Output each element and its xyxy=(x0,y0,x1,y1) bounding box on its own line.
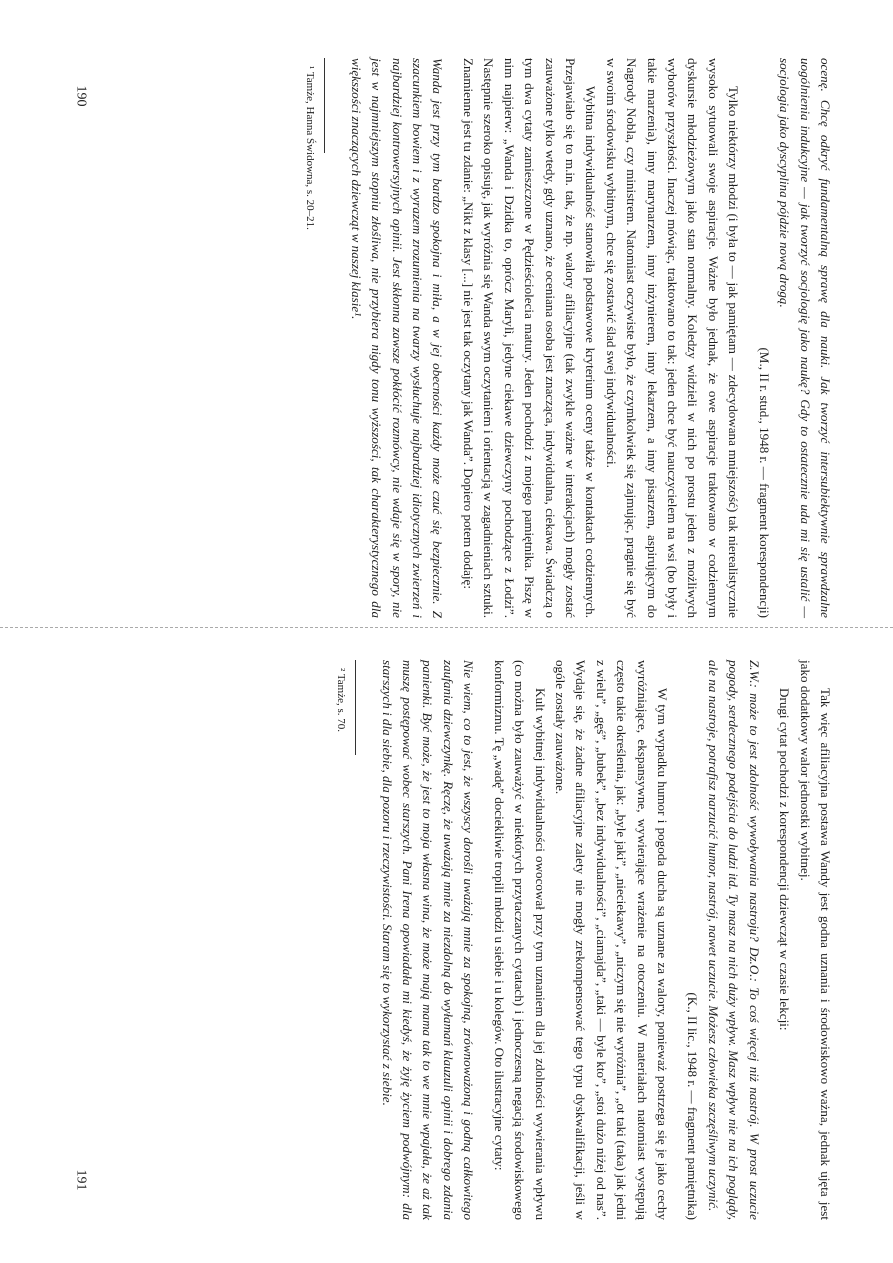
paragraph: Drugi cytat pochodzi z korespondencji dziewcząt w czasie lekcji: xyxy=(777,688,793,1031)
page-number-191: 191 xyxy=(73,1169,89,1191)
quote-block: Nie wiem, co to jest, że wszyscy dorośli uważają mnie za spokojną, zrównoważoną i godną całkowitego zaufania dziewczynkę. Ręczę, że uważają mnie za niezdolną do wyłamań klauzuli opinii i dobrego zdania panienki. Być może, że jest to moja własna wina, że może mają mama tak to we mnie wpajała, że aż tak muszę postępować wobec starszych. Pani Irena opowiadała mi kiedyś, że żyję życiem podwójnym: dla starszych i dla siebie, dla pozoru i rzeczywistości. Staram się to wykorzystać z siebie. xyxy=(379,660,477,1220)
quote-block: ocenę. Chcę odkryć fundamentalną sprawę dla nauki. Jak tworzyć intersubiektywnie sprawdzalne uogólnienia indukcyjne — jak tworzyć socjologię jako naukę? Gdy to ostatecznie uda mi się ustalić — socjologia jako dyscyplina pójdzie nową drogą. xyxy=(777,58,833,618)
page-fold-divider xyxy=(0,627,893,628)
footnote-rule xyxy=(324,58,325,153)
quote-block: Wanda jest przy tym bardzo spokojna i miła, a w jej obecności każdy może czuć się bezpiecznie. Z szacunkiem bowiem i z wyrazem zrozumienia na twarzy wysłuchuje najbardziej idiotycznych zwierzeń i najbardziej kontrowersyjnych opinii. Jest skłonna zawsze pokłócić rozmówcy, nie wdaje się w spory, nie jest w najmniejszym stopniu złośliwa, nie przybiera nigdy tonu wyższości, tak charakterystycznego dla większości znaczących dziewcząt w naszej klasie¹. xyxy=(348,58,446,618)
paragraph: Tak więc afiliacyjna postawa Wandy jest godna uznania i środowiskowo ważna, jednak ujęta jest jako dodatkowy walor jednostki wybitnej. xyxy=(797,660,833,1220)
paragraph: W tym wypadku humor i pogoda ducha są uznane za walory, ponieważ postrzega się je jako cechy wyróżniające, ekspansywne, wywierające wrażenie na otoczeniu. W materiałach natomiast występują często takie określenia, jak: „byle jaki”, „nieciekawy”, „niczym się nie wyróżnia”, „ot taki (taka) jak jedni z wielu”, „gęś”, „bubek”, „bez indywidualności”, „ciamajda”, „taki — byle kto”, „stoi dużo niżej od nas”. Wydaje się, że żadne afiliacyjne zalety nie mogły zrekompensować tego typu dyskwalifikacji, jeśli w ogóle zostały zauważone. xyxy=(552,660,671,1220)
footnote: ² Tamże, s. 70. xyxy=(335,668,348,733)
footnote-rule xyxy=(355,660,356,755)
page-191 xyxy=(332,660,835,1220)
page-191-text xyxy=(332,660,835,1220)
paragraph: Wybitna indywidualność stanowiła podstawowe kryterium oceny także w kontaktach codziennych. Przejawiało się to m.in. tak, że np. walory afiliacyjne (tak zwykle ważne w interakcjach) mogły zostać zauważone tylko wtedy, gdy uznano, że oceniana osoba jest znacząca, indywidualna, ciekawa. Świadczą o tym dwa cytaty zamieszczone w Pędzieściolecia matury. Jeden pochodzi z mojego pamiętnika. Piszę w nim najpierw: „Wanda i Dzidka to, oprócz Marylì, jedyne ciekawe dziewczyny pochodzące z Łodzi”. Następnie szeroko opisuję, jak wyróżnia się Wanda swym oczytaniem i orientacją w zagadnieniach sztuki. Znamienne jest tu zdanie: „Nikt z klasy [...] nie jest tak oczytany jak Wanda”. Dopiero potem dodaję: xyxy=(460,58,599,618)
paragraph: Tylko niektórzy młodzi (i była to — jak pamiętam — zdecydowana mniejszość) tak nierealistycznie wysoko sytuowali swoje aspiracje. Ważne było jednak, że owe aspiracje traktowano w codziennym dyskursie młodzieżowym jako stan normalny. Koledzy widzieli w nich po prostu jeden z możliwych wyborów przyszłości. Inaczej mówiąc, traktowano to tak: jeden chce być nauczycielem na wsi (bo były i takie marzenia), inny marynarzem, inny inżynierem, inny lekarzem, a inny pisarzem, aspirującym do Nagrody Nobla, czy ministrem. Natomiast oczywiste było, że czymkolwiek się zajmując, pragnie się być w swoim środowisku wybitnym, chce się zostawić ślad swej indywidualności. xyxy=(603,58,742,618)
quote-source: (M., II r. stud., 1948 r. — fragment korespondencji) xyxy=(756,347,772,618)
page-190-text xyxy=(301,58,835,618)
page-number-190: 190 xyxy=(73,85,89,107)
quote-source: (K., II lic., 1948 r. — fragment pamiętnika) xyxy=(685,992,701,1220)
quote-block: Z.W.: może to jest zdolność wywoływania nastroju? Dz.O.: To coś więcej niż nastrój. W prost uczucie pogody, serdecznego podejścia do ludzi itd. Ty masz na nich duży wpływ. Masz wpływ nie na ich poglądy, ale na nastroje, potrafisz narzucić humor, nastrój, nawet uczucie. Możesz człowieka szczęśliwym uczynić. xyxy=(705,660,762,1220)
paragraph: Kult wybitnej indywidualności owocował przy tym uznaniem dla jej zdolności wywierania wpływu (co można było zauważyć w niektórych przytaczanych cytatach) i jednoczesną negacją środowiskowego konformizmu. Tę „wadę” dociekliwie tropili młodzi u siebie i u kolegów. Oto ilustracyjne cytaty: xyxy=(491,660,548,1220)
footnote: ¹ Tamże, Hanna Świdowna, s. 20–21. xyxy=(304,66,317,230)
page-190 xyxy=(301,58,835,618)
